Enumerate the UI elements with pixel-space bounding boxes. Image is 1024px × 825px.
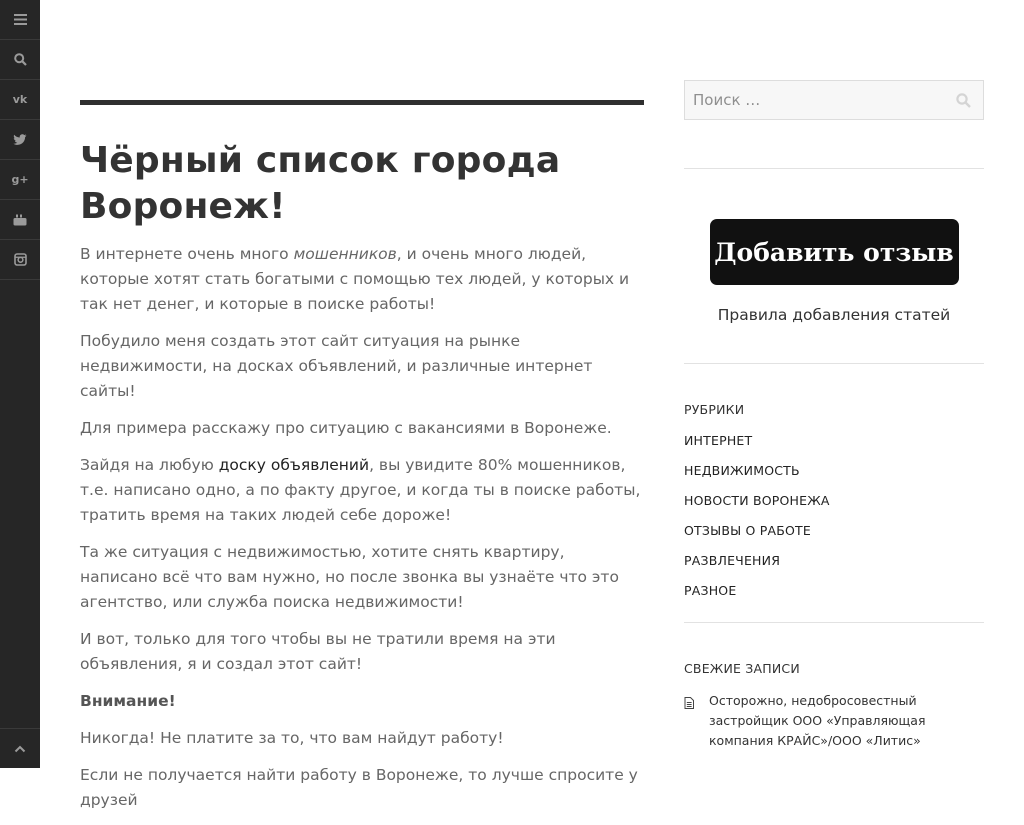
- categories-title: РУБРИКИ: [684, 402, 745, 417]
- recent-post-item[interactable]: [684, 691, 984, 751]
- youtube-link[interactable]: [0, 200, 40, 240]
- widget-divider: [684, 363, 984, 364]
- social-sidebar: [0, 0, 40, 768]
- document-icon: [684, 691, 709, 751]
- category-misc[interactable]: РАЗНОЕ: [684, 583, 737, 598]
- category-internet[interactable]: ИНТЕРНЕТ: [684, 433, 753, 448]
- widget-divider: [684, 622, 984, 623]
- menu-button[interactable]: [0, 0, 40, 40]
- category-voronezh-news[interactable]: НОВОСТИ ВОРОНЕЖА: [684, 493, 830, 508]
- paragraph-8: Никогда! Не платите за то, что вам найдут работу!: [80, 729, 504, 747]
- search-icon[interactable]: [956, 93, 971, 108]
- youtube-icon: [13, 214, 27, 226]
- title-divider: [80, 100, 644, 105]
- sidebar: [684, 80, 984, 751]
- paragraph-7: [80, 689, 644, 714]
- paragraph-4-a: Зайдя на любую: [80, 456, 219, 474]
- paragraph-6: И вот, только для того чтобы вы не тратили время на эти объявления, я и создал этот сайт!: [80, 630, 556, 673]
- back-to-top-button[interactable]: [0, 728, 40, 768]
- recent-posts-title: СВЕЖИЕ ЗАПИСИ: [684, 661, 800, 676]
- vk-icon: vk: [12, 93, 28, 106]
- instagram-link[interactable]: [0, 240, 40, 280]
- category-entertainment[interactable]: РАЗВЛЕЧЕНИЯ: [684, 553, 781, 568]
- category-real-estate[interactable]: НЕДВИЖИМОСТЬ: [684, 463, 800, 478]
- chevron-up-icon: [14, 745, 26, 753]
- add-review-button[interactable]: Добавить отзыв: [710, 219, 959, 285]
- classifieds-link[interactable]: доску объявлений: [218, 456, 370, 474]
- paragraph-4: [80, 453, 644, 528]
- paragraph-3: Для примера расскажу про ситуацию с вакансиями в Воронеже.: [80, 419, 612, 437]
- article-body: [80, 242, 644, 813]
- search-widget: [684, 80, 984, 120]
- vk-link[interactable]: [0, 80, 40, 120]
- paragraph-1-a: В интернете очень много: [80, 245, 294, 263]
- paragraph-4-b: , вы увидите 80% мошенников, т.е. написано одно, а по факту другое, и когда ты в поиске работы, тратить время на таких людей себе дороже!: [80, 456, 641, 524]
- menu-icon: [14, 14, 27, 25]
- attention-heading: Внимание!: [80, 692, 176, 710]
- paragraph-5: Та же ситуация с недвижимостью, хотите снять квартиру, написано всё что вам нужно, но после звонка вы узнаёте что это агентство, или служба поиска недвижимости!: [80, 543, 619, 611]
- search-icon: [14, 53, 27, 66]
- category-job-reviews[interactable]: ОТЗЫВЫ О РАБОТЕ: [684, 523, 811, 538]
- search-button[interactable]: [0, 40, 40, 80]
- article: [80, 100, 644, 825]
- categories-list: [684, 426, 984, 606]
- search-input[interactable]: [685, 81, 943, 119]
- google-plus-icon: g+: [11, 173, 29, 186]
- paragraph-2: Побудило меня создать этот сайт ситуация на рынке недвижимости, на досках объявлений, и различные интернет сайты!: [80, 332, 593, 400]
- paragraph-1-b: , и очень много людей, которые хотят стать богатыми с помощью тех людей, у которых и так нет денег, и которые в поиске работы!: [80, 245, 630, 313]
- paragraph-9: Если не получается найти работу в Воронеже, то лучше спросите у друзей: [80, 766, 638, 809]
- rules-link[interactable]: Правила добавления статей: [717, 306, 951, 324]
- twitter-icon: [13, 134, 27, 146]
- google-plus-link[interactable]: [0, 160, 40, 200]
- paragraph-1: [80, 242, 644, 317]
- widget-divider: [684, 168, 984, 169]
- emphasis-fraudsters: мошенников: [293, 245, 397, 263]
- twitter-link[interactable]: [0, 120, 40, 160]
- recent-post-link[interactable]: Осторожно, недобросовестный застройщик ООО «Управляющая компания КРАЙС»/ООО «Литис»: [709, 693, 926, 748]
- article-title: Чёрный список города Воронеж!: [80, 140, 561, 227]
- instagram-icon: [14, 253, 27, 266]
